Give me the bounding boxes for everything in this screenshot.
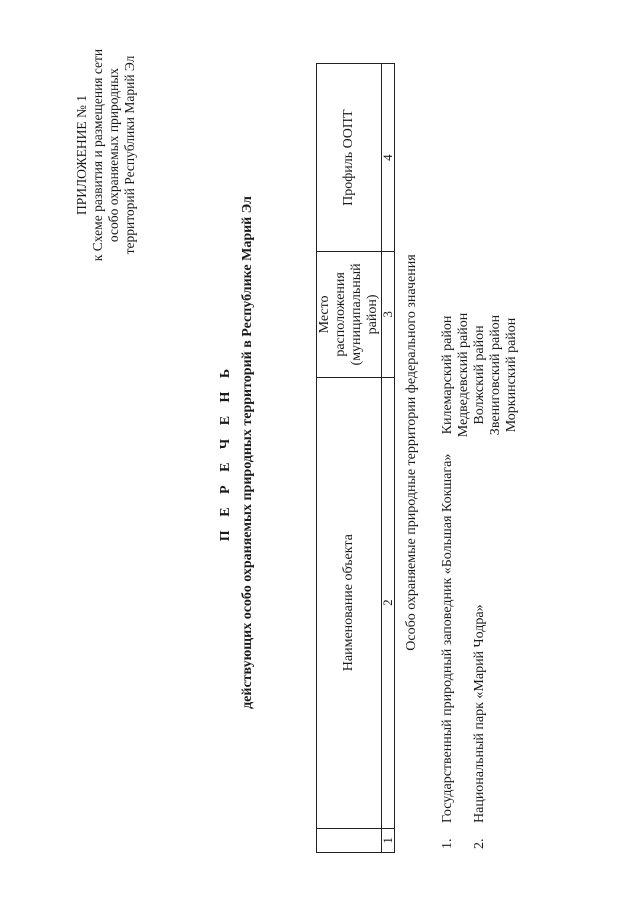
table-header-row bbox=[317, 64, 382, 853]
appendix-block bbox=[74, 0, 138, 310]
header-cell-profile: Профиль ООПТ bbox=[317, 64, 382, 252]
header-cell-name: Наименование объекта bbox=[317, 377, 382, 828]
column-number: 3 bbox=[382, 252, 395, 377]
header-cell-number bbox=[317, 828, 382, 852]
document-title: П Е Р Е Ч Е Н Ь bbox=[218, 363, 233, 542]
section-title: Особо охраняемые природные территории федерального значения bbox=[404, 254, 419, 651]
appendix-line: территорий Республики Марий Эл bbox=[122, 55, 137, 255]
column-number-row bbox=[382, 64, 395, 853]
location-item: Моркинский район bbox=[504, 317, 519, 433]
appendix-line: особо охраняемых природных bbox=[106, 67, 121, 243]
location-item: Медведевский район bbox=[456, 312, 471, 438]
location-item: Волжский район bbox=[472, 325, 487, 425]
row-locations bbox=[440, 305, 472, 445]
row-name: Государственный природный заповедник «Большая Кокшага» bbox=[440, 453, 455, 823]
appendix-line: к Схеме развития и размещения сети bbox=[90, 48, 105, 262]
row-locations bbox=[472, 305, 520, 445]
document-subtitle: действующих особо охраняемых природных территорий в Республике Марий Эл bbox=[240, 196, 255, 709]
appendix-title: ПРИЛОЖЕНИЕ № 1 bbox=[74, 94, 89, 216]
header-cell-location: Место расположения (муниципальный район) bbox=[317, 252, 382, 377]
column-number: 2 bbox=[382, 377, 395, 828]
location-item: Звениговский район bbox=[488, 314, 503, 436]
column-number: 1 bbox=[382, 828, 395, 852]
row-number: 2. bbox=[472, 838, 487, 849]
column-number: 4 bbox=[382, 64, 395, 252]
row-number: 1. bbox=[440, 838, 455, 849]
location-item: Килемарский район bbox=[440, 315, 455, 435]
register-table bbox=[316, 63, 395, 853]
row-name: Национальный парк «Марий Чодра» bbox=[472, 604, 487, 823]
